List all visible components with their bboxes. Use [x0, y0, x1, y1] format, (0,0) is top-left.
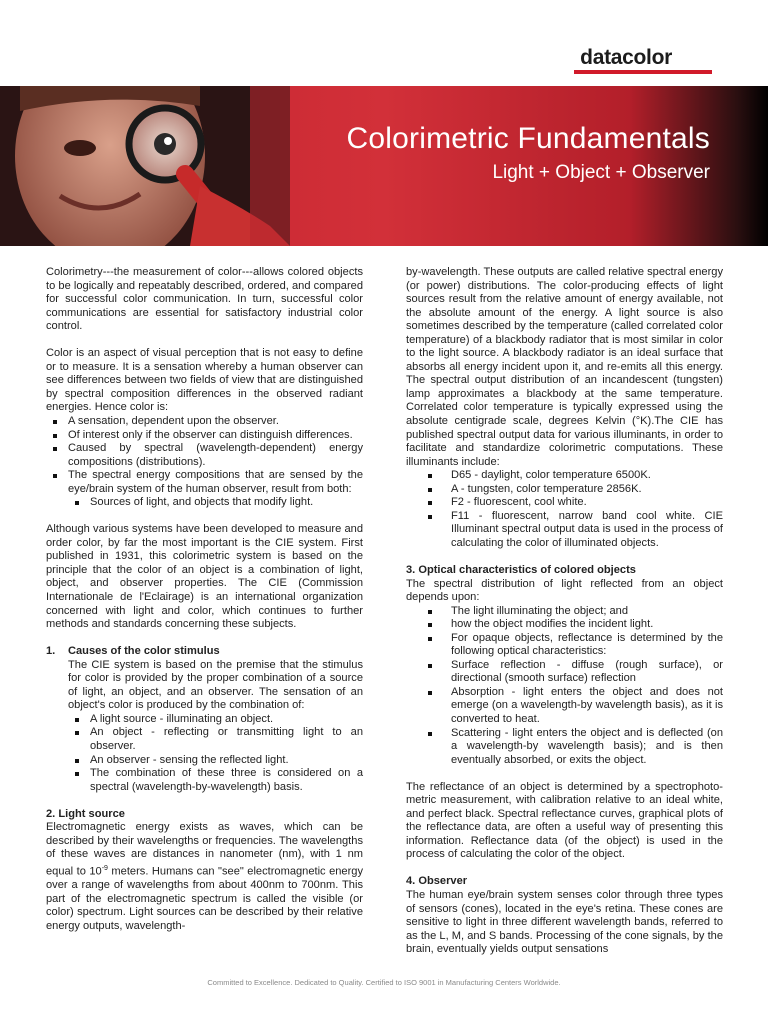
person-with-magnifier-photo	[0, 86, 290, 246]
list-item: Scattering - light enters the object and is deflected (on a wavelength-by wavelength basis); and is then eventually absorbed, or exits the object.	[406, 727, 723, 768]
optical-characteristics-list	[406, 605, 723, 768]
left-column	[46, 266, 363, 933]
list-item: For opaque objects, reflectance is determined by the following optical characteristics:	[406, 632, 723, 659]
section-1-body	[46, 659, 363, 794]
list-item: Surface reflection - diffuse (rough surface), or directional (smooth surface) reflection	[406, 659, 723, 686]
list-item: Caused by spectral (wavelength-dependent) energy compositions (distributions).	[46, 442, 363, 469]
light-source-paragraph: by-wavelength. These outputs are called relative spectral energy (or power) distributions. The color-producing effects of light sources result from the relative amount of energy available, not the absolute amount of the energy. A light source is also sometimes described by the temperature (called correlated color temperature) of a blackbody radiator that is most similar in color to the light source. A blackbody radiator is an ideal surface that absorbs all energy incident upon it, and re-emits all this energy. The spectral output distribution of an incandescent (tungsten) lamp approximates a blackbody at the same temperature. Correlated color temperature is typically expressed using the absolute centigrade scale, degrees Kelvin (°K).The CIE has published spectral output data for various illuminants, in order to facilitate and standardize colorimetric computations. These illuminants include:	[406, 266, 723, 468]
datacolor-logo: datacolor	[580, 46, 672, 69]
sub-list	[46, 496, 363, 510]
section-1-heading	[46, 645, 363, 659]
section-4-text: The human eye/brain system senses color through three types of sensors (cones), located in the eye's retina. These cones are sensitive to light in three different wavelength bands, referred to as the L, M, and S bands. Processing of the cone signals, by the brain, eventually yields output sensations	[406, 889, 723, 956]
list-item: The combination of these three is considered on a spectral (wavelength-by-wavelength) basis.	[68, 767, 363, 794]
intro-paragraph: Colorimetry---the measurement of color---allows colored objects to be logically and repeatably described, ordered, and compared for successful color communication. In turn, successful color communications are essential for satisfactory industrial color control.	[46, 266, 363, 333]
list-item: A light source - illuminating an object.	[68, 713, 363, 727]
list-item: The spectral energy compositions that are sensed by the eye/brain system of the human observer, result from both:	[46, 469, 363, 496]
right-column	[406, 266, 723, 957]
list-item: F11 - fluorescent, narrow band cool white. CIE Illuminant spectral output data is used in the process of calculating the color of illuminated objects.	[406, 510, 723, 551]
stimulus-list	[68, 713, 363, 794]
illuminants-list	[406, 469, 723, 550]
list-item: D65 - daylight, color temperature 6500K.	[406, 469, 723, 483]
list-item: Absorption - light enters the object and does not emerge (on a wavelength-by wavelength basis), as it is converted to heat.	[406, 686, 723, 727]
page-title: Colorimetric Fundamentals	[346, 122, 710, 155]
section-3-text: The spectral distribution of light reflected from an object depends upon:	[406, 577, 723, 604]
list-item: Sources of light, and objects that modify light.	[46, 496, 363, 510]
color-definition-paragraph: Color is an aspect of visual perception that is not easy to define or to measure. It is a sensation whereby a human observer can see differences between two fields of view that are distinguished by spectral composition differences in the observed radiant energies. Hence color is:	[46, 347, 363, 414]
logo-underline	[574, 70, 712, 74]
color-definition-list	[46, 415, 363, 496]
list-item: An object - reflecting or transmitting light to an observer.	[68, 726, 363, 753]
section-2-title: 2. Light source	[46, 807, 125, 820]
section-2-text: Electromagnetic energy exists as waves, which can be described by their wavelengths or frequencies. The wavelengths of these waves are distances in nanometer (nm), with 1 nm equal to $10^{-9}$ meters. Humans can "see" electromagnetic energy over a range of wavelengths from about 400nm to 700nm. This part of the electromagnetic spectrum is called the visible (or color) spectrum. Light sources can be described by their relative energy outputs, wavelength-	[46, 821, 363, 932]
footer-tagline: Committed to Excellence. Dedicated to Quality. Certified to ISO 9001 in Manufacturing Centers Worldwide.	[207, 978, 561, 987]
section-number: 1.	[46, 645, 56, 658]
list-item: An observer - sensing the reflected light.	[68, 754, 363, 768]
list-item: how the object modifies the incident light.	[406, 618, 723, 632]
list-item: A sensation, dependent upon the observer.	[46, 415, 363, 429]
page-subtitle: Light + Object + Observer	[492, 162, 710, 183]
section-4-title: 4. Observer	[406, 875, 468, 888]
reflectance-paragraph: The reflectance of an object is determined by a spectrophoto-metric measurement, with calibration relative to an ideal white, and perfect black. Spectral reflectance curves, graphical plots of the reflectance data, are often a useful way of presenting this information. Reflectance data (of the object) is used in the process of calculating the color of the object.	[406, 780, 723, 861]
section-3-title: 3. Optical characteristics of colored objects	[406, 563, 636, 576]
section-title: Causes of the color stimulus	[68, 645, 220, 658]
list-item: A - tungsten, color temperature 2856K.	[406, 483, 723, 497]
list-item: The light illuminating the object; and	[406, 605, 723, 619]
list-item: Of interest only if the observer can distinguish differences.	[46, 429, 363, 443]
hero-banner	[0, 86, 768, 246]
list-item: F2 - fluorescent, cool white.	[406, 496, 723, 510]
cie-paragraph: Although various systems have been developed to measure and order color, by far the most important is the CIE system. First published in 1931, this colorimetric system is based on the principle that the color of an object is a combination of light, object, and observer properties. The CIE (Commission Internationale de l'Eclairage) is an international organization concerned with light and color, which continues to further methods and standards concerning these subjects.	[46, 523, 363, 631]
section-1-text: The CIE system is based on the premise that the stimulus for color is provided by the proper combination of a source of light, an object, and an observer. The sensation of an object's color is produced by the combination of:	[68, 658, 363, 712]
